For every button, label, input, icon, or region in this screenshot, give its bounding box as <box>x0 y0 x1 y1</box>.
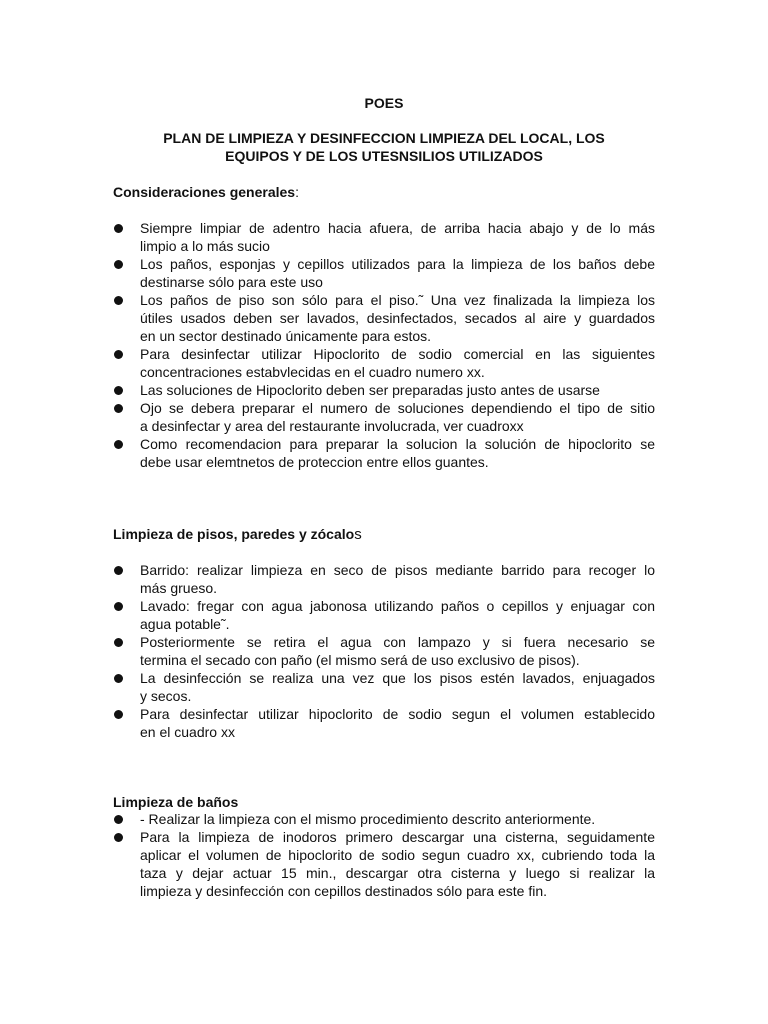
list-item-line: - Realizar la limpieza con el mismo procedimiento descrito anteriormente. <box>140 811 596 827</box>
section-heading-text: Consideraciones generales <box>113 184 296 200</box>
section-heading-banos <box>113 793 238 811</box>
list-item-line: a desinfectar y area del restaurante involucrada, ver cuadroxx <box>140 418 524 434</box>
subtitle-line: PLAN DE LIMPIEZA Y DESINFECCION LIMPIEZA DEL LOCAL, LOS <box>163 130 605 146</box>
list-item-line: destinarse sólo para este uso <box>140 274 323 290</box>
document-subtitle <box>0 129 768 165</box>
list-item <box>113 828 655 900</box>
list-item-line: La desinfección se realiza una vez que los pisos estén lavados, enjuagados <box>140 670 655 686</box>
list-banos <box>113 810 655 900</box>
list-item <box>113 435 655 471</box>
list-item-line: Para la limpieza de inodoros primero descargar una cisterna, seguidamente <box>140 829 655 845</box>
list-item-line: aplicar el volumen de hipoclorito de sodio segun cuadro xx, cubriendo toda la <box>140 847 655 863</box>
list-item <box>113 255 655 291</box>
list-item-line: y secos. <box>140 688 192 704</box>
document-title: POES <box>364 95 404 111</box>
section-heading-text: Limpieza de baños <box>113 794 239 810</box>
section-heading-pisos <box>113 525 362 544</box>
list-item-line: Para desinfectar utilizar hipoclorito de sodio segun el volumen establecido <box>140 706 655 722</box>
list-consideraciones <box>113 219 655 471</box>
list-item-line: en el cuadro xx <box>140 724 235 740</box>
list-item-line: Para desinfectar utilizar Hipoclorito de sodio comercial en las siguientes <box>140 346 655 362</box>
list-item <box>113 597 655 633</box>
list-item-line: más grueso. <box>140 580 218 596</box>
list-item-line: Los paños, esponjas y cepillos utilizados para la limpieza de los baños debe <box>140 256 655 272</box>
list-item-line: Siempre limpiar de adentro hacia afuera, de arriba hacia abajo y de lo más <box>140 220 655 236</box>
list-item <box>113 219 655 255</box>
list-item <box>113 561 655 597</box>
list-item-line: agua potable˜. <box>140 616 230 632</box>
list-item <box>113 633 655 669</box>
list-item-line: taza y dejar actuar 15 min., descargar otra cisterna y luego si realizar la <box>140 865 655 881</box>
list-item <box>113 810 655 828</box>
list-item-line: Los paños de piso son sólo para el piso.˜ Una vez finalizada la limpieza los <box>140 292 655 308</box>
list-item <box>113 669 655 705</box>
list-item-line: limpieza y desinfección con cepillos destinados sólo para este fin. <box>140 883 548 899</box>
list-item-line: termina el secado con paño (el mismo será de uso exclusivo de pisos). <box>140 652 580 668</box>
list-item-line: Lavado: fregar con agua jabonosa utilizando paños o cepillos y enjuagar con <box>140 598 655 614</box>
list-item-line: Posteriormente se retira el agua con lampazo y si fuera necesario se <box>140 634 655 650</box>
list-item <box>113 291 655 345</box>
section-heading-tail: : <box>295 184 299 200</box>
list-pisos <box>113 561 655 741</box>
list-item-line: debe usar elemtnetos de proteccion entre ellos guantes. <box>140 454 489 470</box>
list-item <box>113 705 655 741</box>
list-item-line: Como recomendacion para preparar la solucion la solución de hipoclorito se <box>140 436 655 452</box>
list-item-line: Ojo se debera preparar el numero de soluciones dependiendo el tipo de sitio <box>140 400 655 416</box>
list-item-line: Barrido: realizar limpieza en seco de pisos mediante barrido para recoger lo <box>140 562 655 578</box>
list-item-line: limpio a lo más sucio <box>140 238 270 254</box>
list-item-line: concentraciones estabvlecidas en el cuadro numero xx. <box>140 364 485 380</box>
list-item <box>113 381 655 399</box>
section-heading-tail: s <box>354 526 362 543</box>
list-item-line: en un sector destinado únicamente para estos. <box>140 328 432 344</box>
list-item-line: Las soluciones de Hipoclorito deben ser preparadas justo antes de usarse <box>140 382 600 398</box>
section-heading-consideraciones <box>113 183 299 201</box>
list-item <box>113 345 655 381</box>
section-heading-text: Limpieza de pisos, paredes y zócalo <box>113 526 355 542</box>
list-item <box>113 399 655 435</box>
subtitle-line: EQUIPOS Y DE LOS UTESNSILIOS UTILIZADOS <box>225 148 543 164</box>
list-item-line: útiles usados deben ser lavados, desinfectados, secados al aire y guardados <box>140 310 655 326</box>
